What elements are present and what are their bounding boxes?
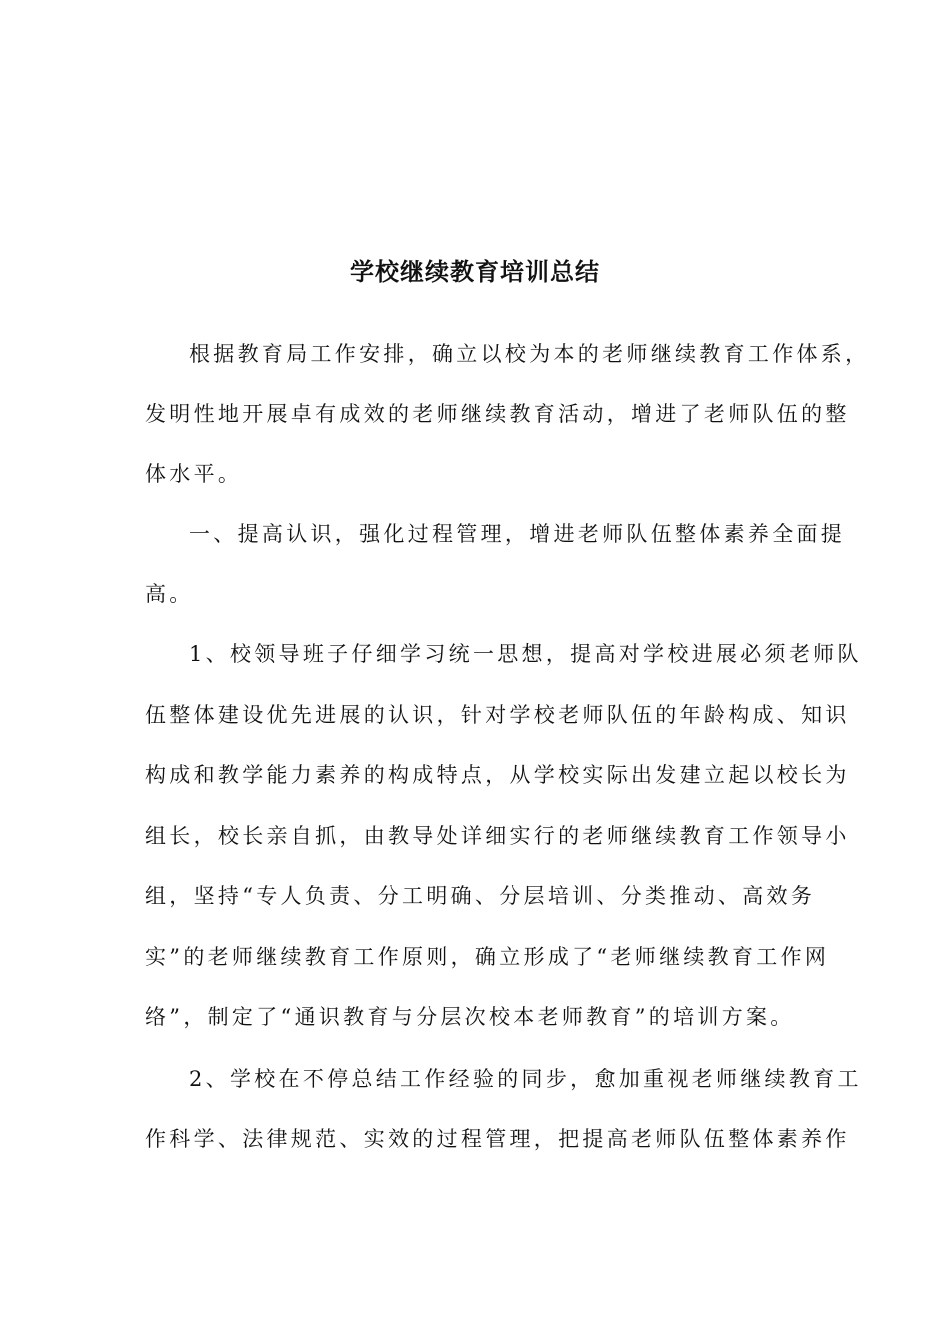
body-line: 根据教育局工作安排，确立以校为本的老师继续教育工作体系， — [189, 342, 870, 366]
body-line: 组，坚持“专人负责、分工明确、分层培训、分类推动、高效务 — [145, 884, 816, 908]
body-line: 组长，校长亲自抓，由教导处详细实行的老师继续教育工作领导小 — [145, 824, 850, 848]
body-line: 1、校领导班子仔细学习统一思想，提高对学校进展必须老师队 — [189, 642, 862, 666]
section-heading-line: 高。 — [145, 582, 194, 606]
body-line: 2、学校在不停总结工作经验的同步，愈加重视老师继续教育工 — [189, 1067, 862, 1091]
body-line: 发明性地开展卓有成效的老师继续教育活动，增进了老师队伍的整 — [145, 402, 850, 426]
body-line: 构成和教学能力素养的构成特点，从学校实际出发建立起以校长为 — [145, 763, 850, 787]
body-line: 作科学、法律规范、实效的过程管理，把提高老师队伍整体素养作 — [145, 1127, 850, 1151]
body-line: 体水平。 — [145, 462, 243, 486]
body-line: 络”，制定了“通识教育与分层次校本老师教育”的培训方案。 — [145, 1005, 795, 1029]
body-line: 实”的老师继续教育工作原则，确立形成了“老师继续教育工作网 — [145, 945, 830, 969]
section-heading-line: 一、提高认识，强化过程管理，增进老师队伍整体素养全面提 — [189, 522, 846, 546]
body-line: 伍整体建设优先进展的认识，针对学校老师队伍的年龄构成、知识 — [145, 703, 850, 727]
document-title: 学校继续教育培训总结 — [350, 257, 600, 286]
